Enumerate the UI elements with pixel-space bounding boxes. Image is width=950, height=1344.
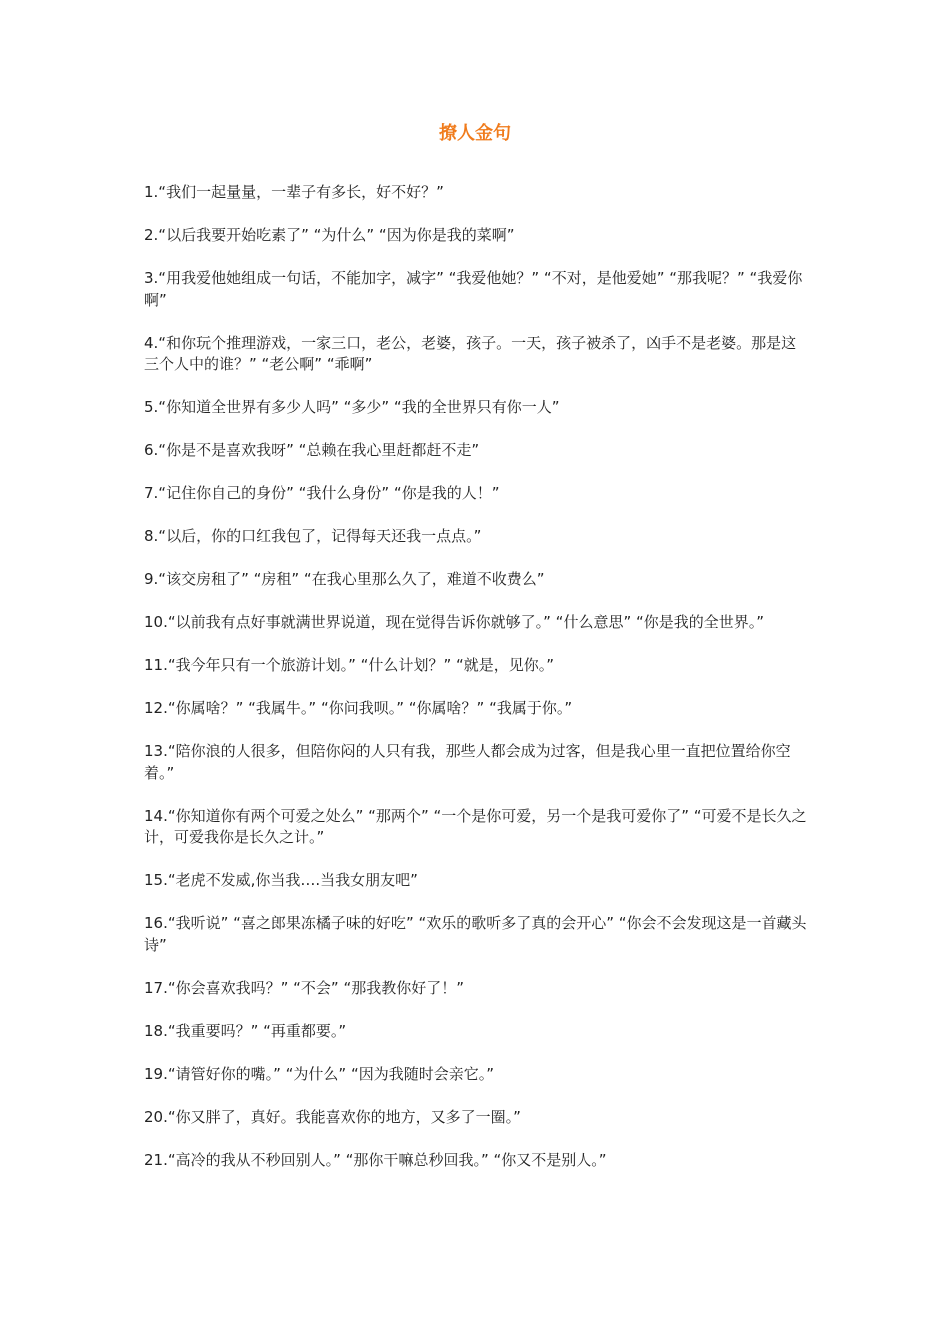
quote-list	[144, 182, 808, 1193]
list-item: 17.“你会喜欢我吗？” “不会” “那我教你好了！”	[144, 978, 465, 997]
list-item: 7.“记住你自己的身份” “我什么身份” “你是我的人！”	[144, 484, 500, 502]
list-item: 3.“用我爱他她组成一句话，不能加字，减字” “我爱他她？” “不对，是他爱她” “那我呢？” “我爱你啊”	[144, 269, 803, 309]
list-item: 13.“陪你浪的人很多，但陪你闷的人只有我，那些人都会成为过客，但是我心里一直把位置给你空着。”	[144, 742, 791, 782]
list-item: 12.“你属啥？” “我属牛。” “你问我呗。” “你属啥？” “我属于你。”	[144, 699, 573, 717]
list-item: 1.“我们一起量量，一辈子有多长，好不好？”	[144, 183, 444, 201]
list-item: 21.“高冷的我从不秒回别人。” “那你干嘛总秒回我。” “你又不是别人。”	[144, 1150, 607, 1169]
list-item: 19.“请管好你的嘴。” “为什么” “因为我随时会亲它。”	[144, 1064, 495, 1083]
list-item: 8.“以后，你的口红我包了，记得每天还我一点点。”	[144, 527, 482, 545]
list-item: 2.“以后我要开始吃素了” “为什么” “因为你是我的菜啊”	[144, 226, 515, 244]
document-title: 撩人金句	[439, 123, 511, 144]
list-item: 14.“你知道你有两个可爱之处么” “那两个” “一个是你可爱，另一个是我可爱你了” “可爱不是长久之计，可爱我你是长久之计。”	[144, 806, 807, 846]
list-item: 16.“我听说” “喜之郎果冻橘子味的好吃” “欢乐的歌听多了真的会开心” “你会不会发现这是一首藏头诗”	[144, 914, 807, 954]
list-item: 15.“老虎不发威,你当我….当我女朋友吧”	[144, 871, 418, 889]
list-item: 10.“以前我有点好事就满世界说道，现在觉得告诉你就够了。” “什么意思” “你是我的全世界。”	[144, 613, 765, 631]
list-item: 9.“该交房租了” “房租” “在我心里那么久了，难道不收费么”	[144, 570, 545, 588]
list-item: 6.“你是不是喜欢我呀” “总赖在我心里赶都赶不走”	[144, 441, 480, 459]
list-item: 20.“你又胖了，真好。我能喜欢你的地方，又多了一圈。”	[144, 1107, 521, 1126]
list-item: 11.“我今年只有一个旅游计划。” “什么计划？” “就是，见你。”	[144, 656, 555, 674]
list-item: 18.“我重要吗？” “再重都要。”	[144, 1021, 347, 1040]
list-item: 5.“你知道全世界有多少人吗” “多少” “我的全世界只有你一人”	[144, 398, 560, 416]
list-item: 4.“和你玩个推理游戏，一家三口，老公，老婆，孩子。一天，孩子被杀了，凶手不是老婆。那是这三个人中的谁？” “老公啊” “乖啊”	[144, 333, 797, 373]
